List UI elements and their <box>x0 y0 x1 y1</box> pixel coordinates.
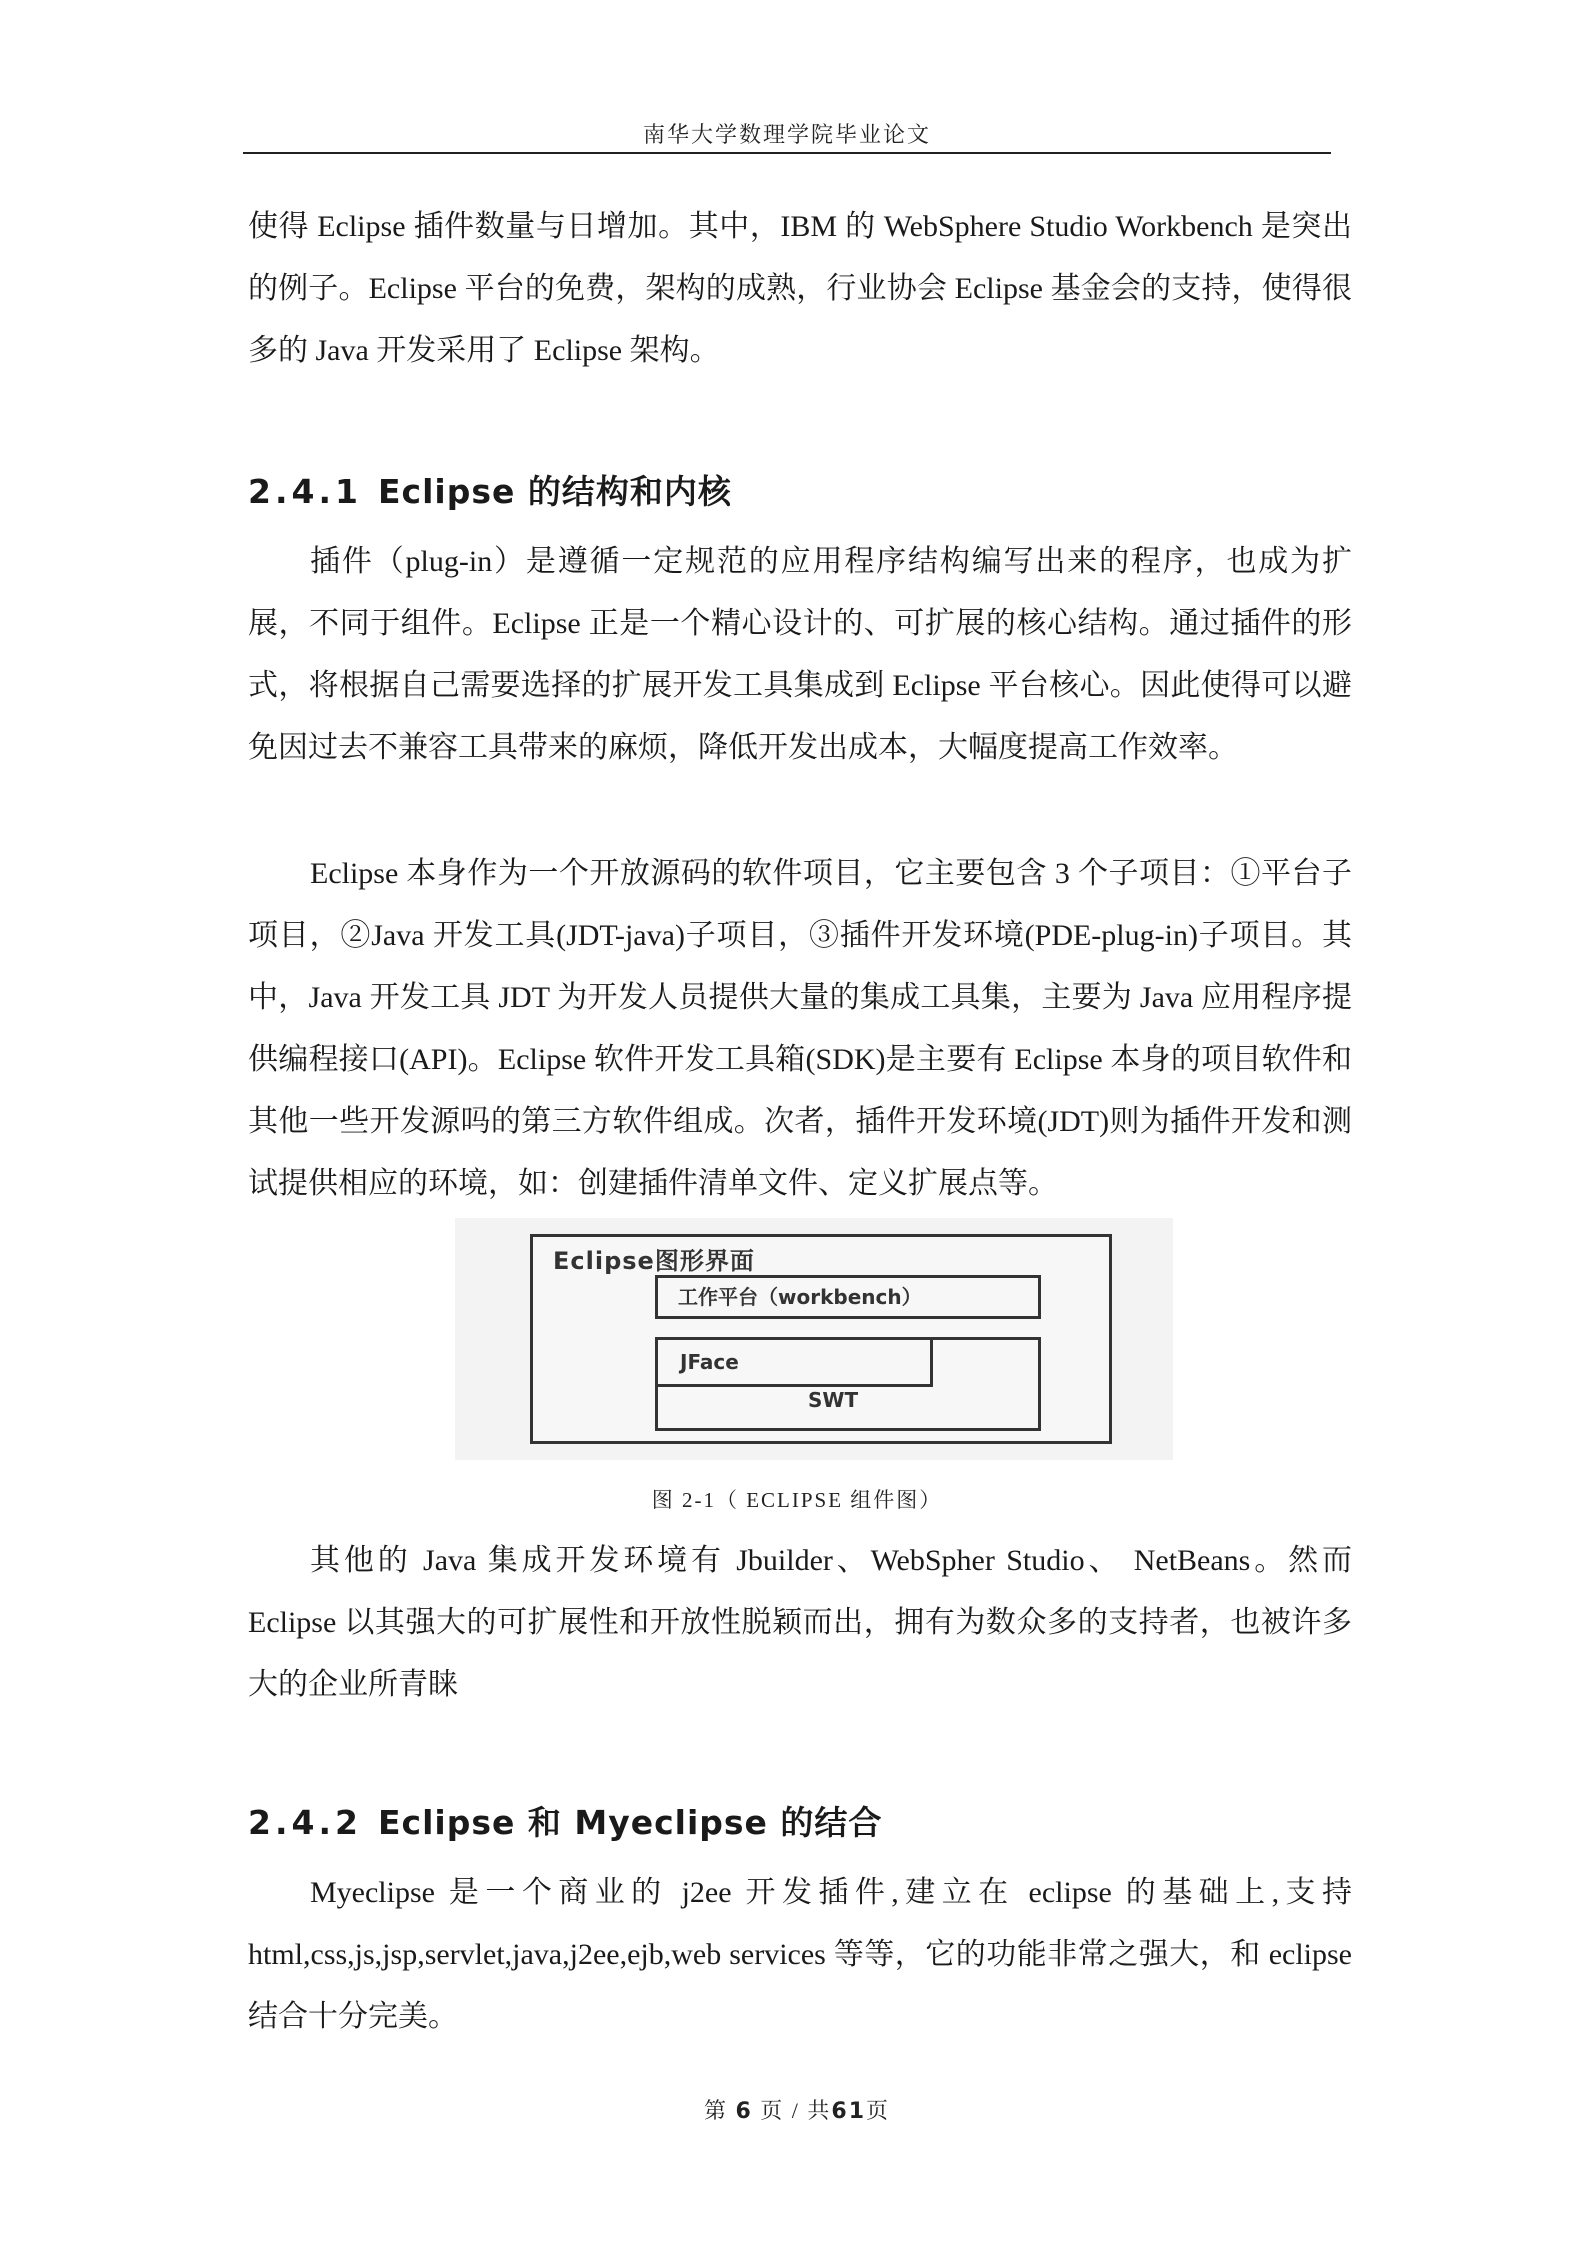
section-heading-2-4-1 <box>248 466 732 513</box>
section-number: 2.4.1 <box>248 472 362 511</box>
footer-middle: 页 / 共 <box>760 2098 832 2123</box>
paragraph-4: 其他的 Java 集成开发环境有 Jbuilder、WebSpher Studio、 NetBeans。然而 Eclipse 以其强大的可扩展性和开放性脱颖而出，拥有为数众多的支持者，也被许多大的企业所青睐 <box>248 1544 1352 1701</box>
figure-jface-box: JFace <box>655 1337 933 1387</box>
section-number: 2.4.2 <box>248 1803 362 1842</box>
section-heading-2-4-2 <box>248 1797 882 1844</box>
section-title: Eclipse 的结构和内核 <box>378 472 732 511</box>
section-title: Eclipse 和 Myeclipse 的结合 <box>378 1803 883 1842</box>
figure-swt-box <box>655 1337 1041 1431</box>
figure-caption: 图 2-1（ ECLIPSE 组件图） <box>651 1488 943 1512</box>
page-footer <box>0 2094 1594 2125</box>
page-header: 南华大学数理学院毕业论文 <box>642 122 931 147</box>
header-rule <box>243 152 1331 154</box>
footer-current-page: 6 <box>735 2099 753 2124</box>
figure-outer-box <box>530 1234 1112 1444</box>
paragraph-1: 使得 Eclipse 插件数量与日增加。其中，IBM 的 WebSphere Studio Workbench 是突出的例子。Eclipse 平台的免费，架构的成熟，行业协会 Eclipse 基金会的支持，使得很多的 Java 开发采用了 Eclipse 架构。 <box>248 210 1352 367</box>
eclipse-component-figure <box>455 1218 1173 1460</box>
footer-prefix: 第 <box>703 2098 728 2123</box>
paragraph-5: Myeclipse 是一个商业的 j2ee 开发插件,建立在 eclipse 的基础上,支持 html,css,js,jsp,servlet,java,j2ee,ejb,web services 等等，它的功能非常之强大，和 eclipse 结合十分完美。 <box>248 1876 1352 2033</box>
paragraph-3: Eclipse 本身作为一个开放源码的软件项目，它主要包含 3 个子项目：①平台子项目，②Java 开发工具(JDT-java)子项目，③插件开发环境(PDE-plug-in)子项目。其中，Java 开发工具 JDT 为开发人员提供大量的集成工具集，主要为 Java 应用程序提供编程接口(API)。Eclipse 软件开发工具箱(SDK)是主要有 Eclipse 本身的项目软件和其他一些开发源吗的第三方软件组成。次者，插件开发环境(JDT)则为插件开发和测试提供相应的环境，如：创建插件清单文件、定义扩展点等。 <box>248 857 1352 1200</box>
figure-swt-label: SWT <box>808 1388 859 1412</box>
footer-suffix: 页 <box>866 2098 891 2123</box>
figure-outer-label: Eclipse图形界面 <box>553 1247 755 1275</box>
figure-workbench-box: 工作平台（workbench） <box>655 1275 1041 1319</box>
paragraph-2: 插件（plug-in）是遵循一定规范的应用程序结构编写出来的程序，也成为扩展，不同于组件。Eclipse 正是一个精心设计的、可扩展的核心结构。通过插件的形式，将根据自己需要选择的扩展开发工具集成到 Eclipse 平台核心。因此使得可以避免因过去不兼容工具带来的麻烦，降低开发出成本，大幅度提高工作效率。 <box>248 545 1352 764</box>
footer-total-pages: 61 <box>831 2099 867 2124</box>
